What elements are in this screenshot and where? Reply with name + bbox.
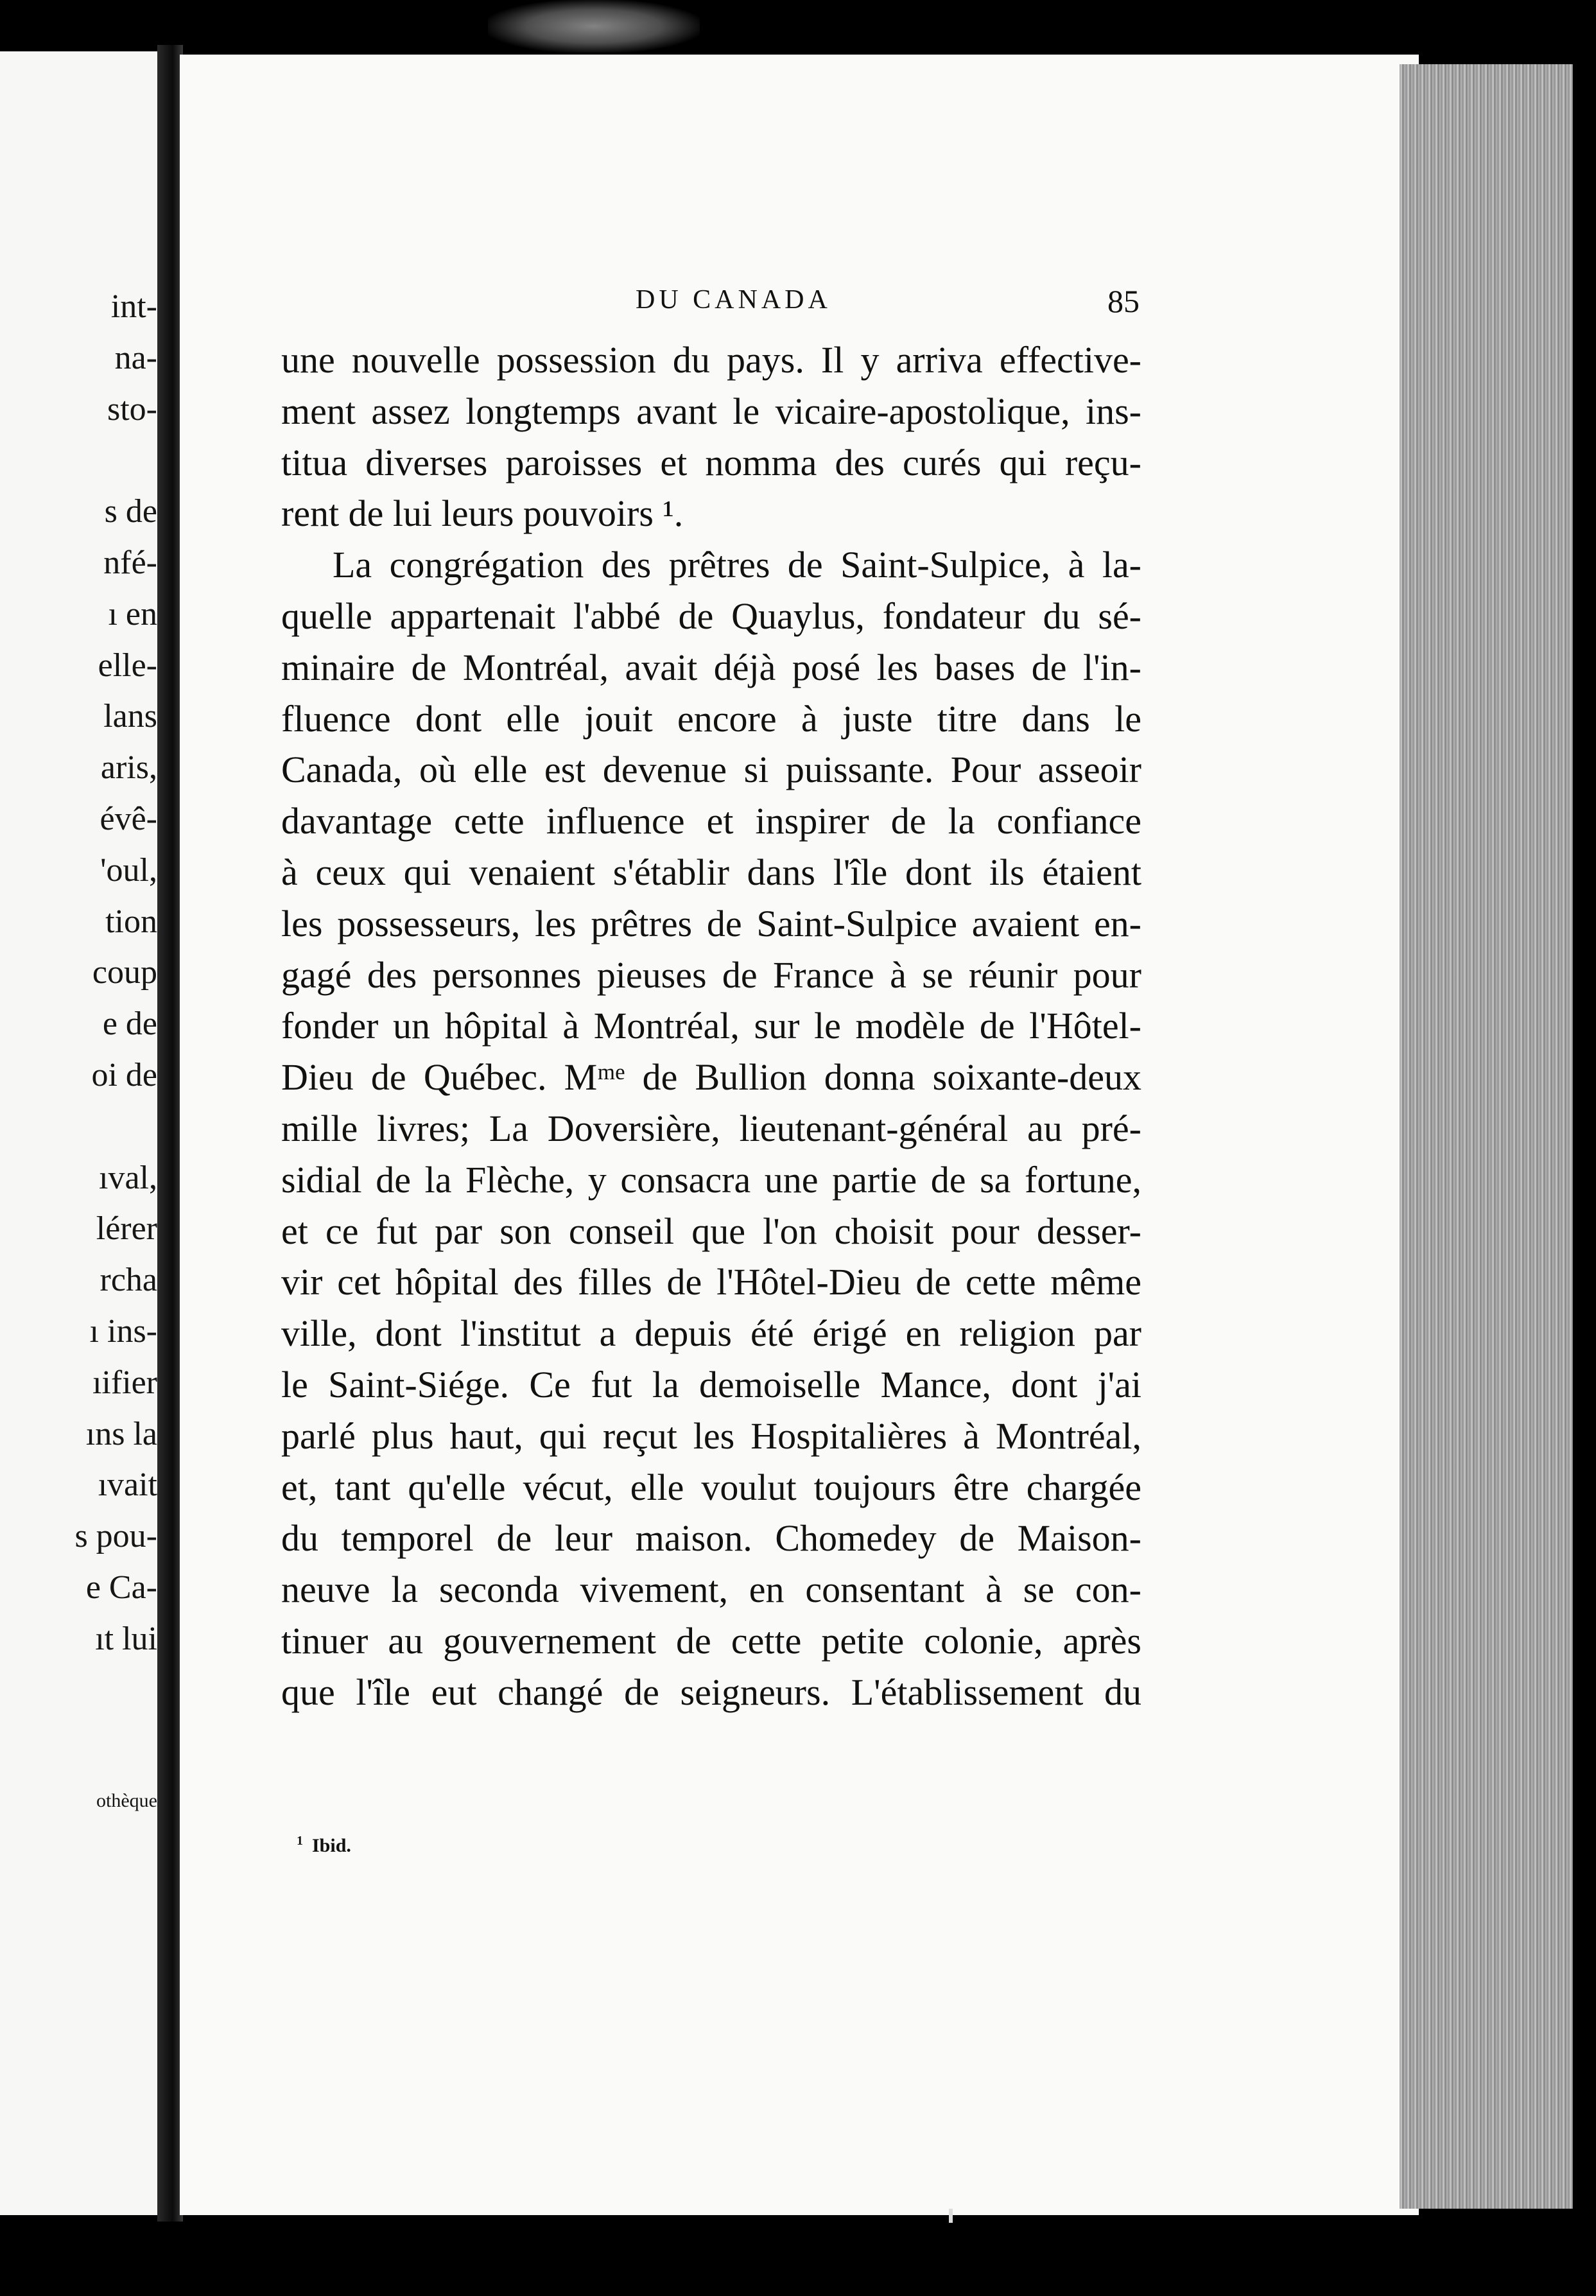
- text-line: les possesseurs, les prêtres de Saint-Sulpice avaient en-: [281, 902, 1141, 944]
- text-line: quelle appartenait l'abbé de Quaylus, fondateur du sé-: [281, 595, 1141, 637]
- previous-page-fragment: lans: [103, 698, 157, 735]
- footnote: [297, 1834, 351, 1857]
- text-line: parlé plus haut, qui reçut les Hospitalières à Montréal,: [281, 1414, 1141, 1457]
- text-line: fluence dont elle jouit encore à juste titre dans le: [281, 697, 1141, 740]
- page-edges: [1400, 64, 1573, 2209]
- text-line: neuve la seconda vivement, en consentant à se con-: [281, 1569, 1141, 1611]
- previous-page-fragment: rcha: [100, 1262, 157, 1299]
- text-line: tinuer au gouvernement de cette petite colonie, après: [281, 1620, 1141, 1662]
- footnote-marker: 1: [297, 1834, 303, 1848]
- text-line: et, tant qu'elle vécut, elle voulut toujours être chargée: [281, 1466, 1141, 1508]
- previous-page-fragment: évê-: [100, 801, 157, 837]
- previous-page-fragment: na-: [114, 339, 157, 376]
- book-binding: [157, 45, 183, 2222]
- previous-page-fragment: s de: [104, 493, 157, 530]
- footnote-text: Ibid.: [312, 1835, 351, 1856]
- previous-page-fragment: ıns la: [85, 1415, 157, 1452]
- previous-page-fragment: nfé-: [103, 544, 157, 581]
- text-line: que l'île eut changé de seigneurs. L'établissement du: [281, 1671, 1141, 1713]
- text-line: sidial de la Flèche, y consacra une partie de sa fortune,: [281, 1158, 1141, 1201]
- text-line: davantage cette influence et inspirer de la confiance: [281, 800, 1141, 842]
- previous-page-fragment: e Ca-: [85, 1569, 157, 1606]
- previous-page-fragment: e de: [102, 1005, 157, 1043]
- text-line: le Saint-Siége. Ce fut la demoiselle Mance, dont j'ai: [281, 1364, 1141, 1405]
- previous-page-fragment: ı ins-: [89, 1313, 157, 1350]
- previous-page-fragment: s pou-: [74, 1518, 157, 1555]
- previous-page-fragment: aris,: [100, 749, 157, 787]
- previous-page-footer: othèque: [96, 1790, 157, 1811]
- previous-page-fragment: ıt lui: [95, 1620, 157, 1657]
- text-line: Dieu de Québec. Mᵐᵉ de Bullion donna soixante-deux: [281, 1056, 1141, 1099]
- previous-page-fragment: elle-: [98, 647, 157, 684]
- previous-page-fragment: oi de: [91, 1057, 157, 1093]
- scan-stain: [488, 0, 700, 53]
- previous-page: [0, 51, 157, 2215]
- text-line: fonder un hôpital à Montréal, sur le modèle de l'Hôtel-: [281, 1005, 1141, 1047]
- text-line: une nouvelle possession du pays. Il y arriva effective-: [281, 339, 1141, 381]
- text-line: mille livres; La Doversière, lieutenant-général au pré-: [281, 1108, 1141, 1149]
- text-line: La congrégation des prêtres de Saint-Sulpice, à la-: [333, 544, 1141, 586]
- scan-mark: [949, 2209, 953, 2223]
- text-line: ment assez longtemps avant le vicaire-apostolique, ins-: [281, 390, 1141, 432]
- text-line: vir cet hôpital des filles de l'Hôtel-Dieu de cette même: [281, 1261, 1141, 1303]
- text-line: titua diverses paroisses et nomma des curés qui reçu-: [281, 441, 1141, 483]
- text-line: minaire de Montréal, avait déjà posé les bases de l'in-: [281, 646, 1141, 688]
- previous-page-fragment: ıifier: [92, 1364, 157, 1401]
- text-line: et ce fut par son conseil que l'on choisit pour desser-: [281, 1210, 1141, 1252]
- text-line: rent de lui leurs pouvoirs ¹.: [281, 492, 684, 535]
- previous-page-fragment: ıvait: [98, 1466, 157, 1504]
- previous-page-fragment: ıval,: [99, 1159, 157, 1196]
- text-line: Canada, où elle est devenue si puissante. Pour asseoir: [281, 749, 1141, 791]
- text-line: à ceux qui venaient s'établir dans l'île dont ils étaient: [281, 851, 1141, 893]
- previous-page-fragment: lérer: [96, 1210, 157, 1248]
- previous-page-fragment: tion: [105, 903, 157, 940]
- text-line: gagé des personnes pieuses de France à se réunir pour: [281, 953, 1141, 996]
- page-number: 85: [1107, 283, 1140, 319]
- running-header: DU CANADA: [636, 285, 831, 315]
- previous-page-fragment: int-: [110, 288, 157, 325]
- previous-page-fragment: sto-: [107, 390, 157, 428]
- text-line: du temporel de leur maison. Chomedey de Maison-: [281, 1517, 1141, 1560]
- previous-page-fragment: 'oul,: [100, 851, 157, 889]
- previous-page-fragment: coup: [92, 954, 157, 991]
- text-line: ville, dont l'institut a depuis été érigé en religion par: [281, 1312, 1141, 1355]
- previous-page-fragment: ı en: [108, 595, 157, 632]
